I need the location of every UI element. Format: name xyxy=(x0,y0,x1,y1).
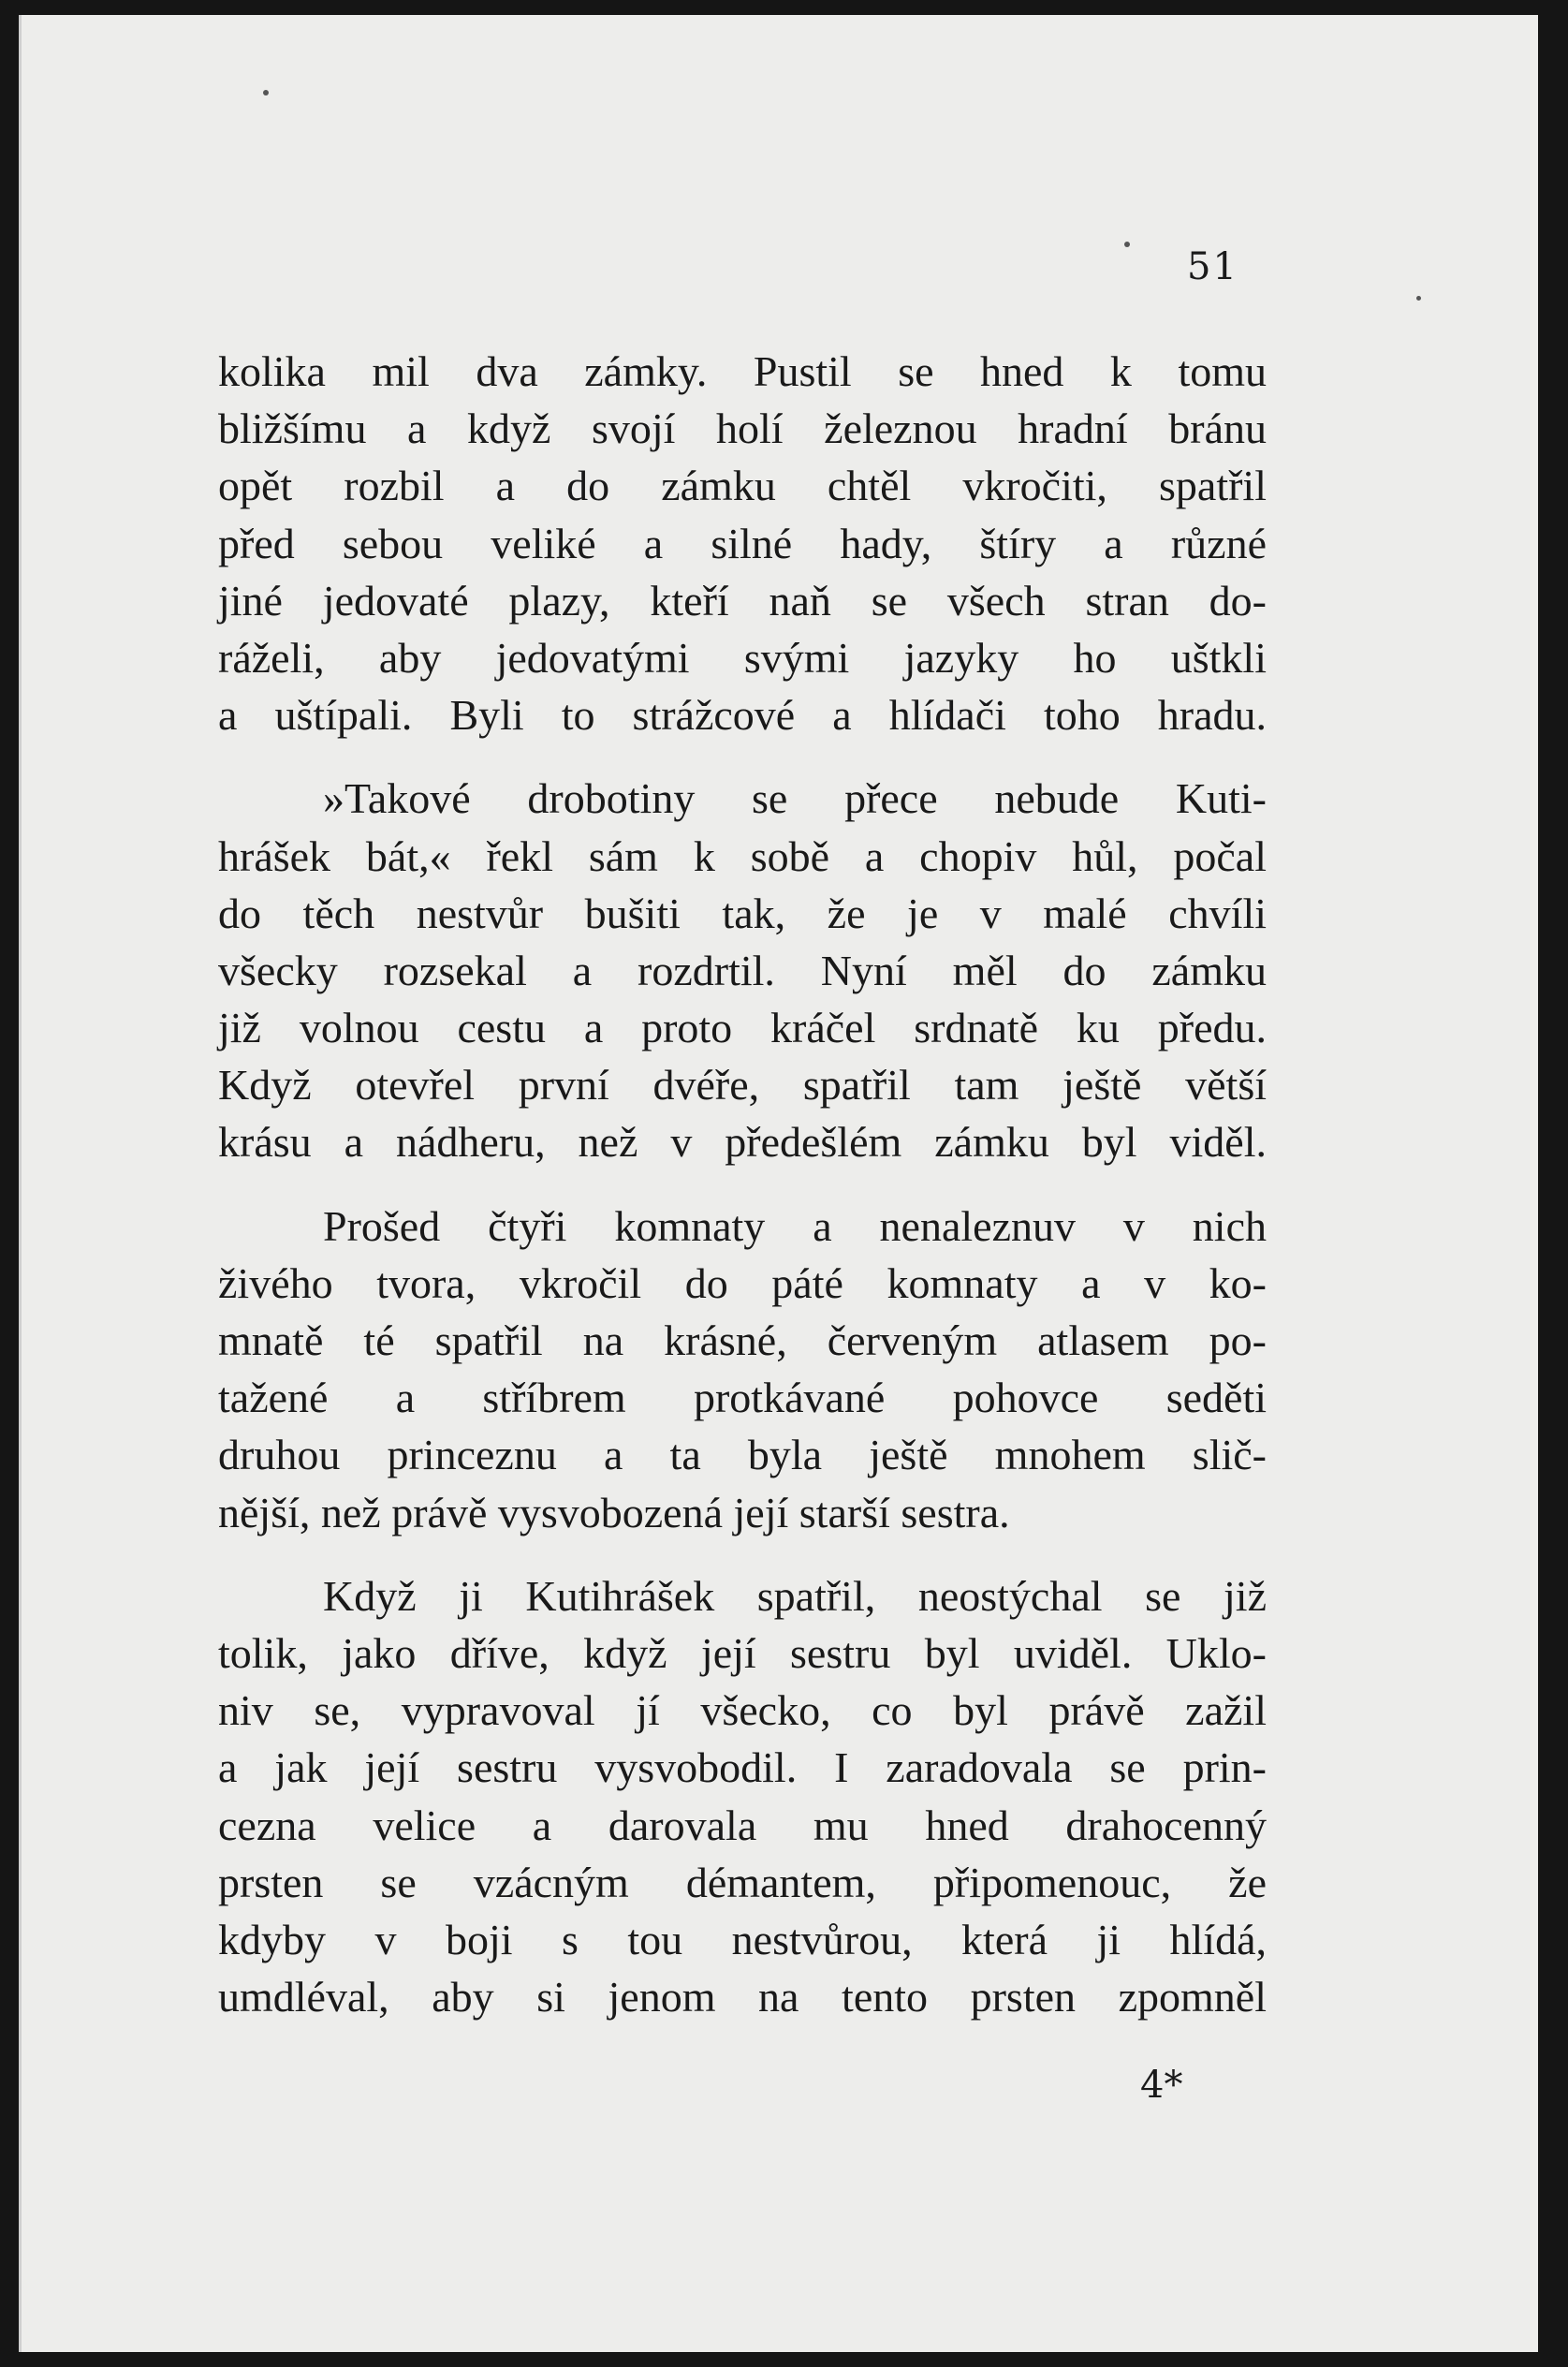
paragraph-3 xyxy=(218,1198,1267,1541)
page-number: 51 xyxy=(1187,245,1238,288)
text-line: všecky rozsekal a rozdrtil. Nyní měl do zámku xyxy=(218,946,1267,994)
text-line: kolika mil dva zámky. Pustil se hned k tomu xyxy=(218,347,1267,395)
text-line: již volnou cestu a proto kráčel srdnatě ku předu. xyxy=(218,1004,1267,1052)
text-line: Když otevřel první dvéře, spatřil tam ještě větší xyxy=(218,1061,1267,1110)
text-line: do těch nestvůr bušiti tak, že je v malé chvíli xyxy=(218,889,1267,937)
text-line: druhou princeznu a ta byla ještě mnohem slič- xyxy=(218,1431,1267,1479)
text-line: mnatě té spatřil na krásné, červeným atlasem po- xyxy=(218,1316,1267,1364)
text-line: »Takové drobotiny se přece nebude Kuti- xyxy=(323,774,1267,823)
paragraph-2 xyxy=(218,770,1267,1170)
text-line: před sebou veliké a silné hady, štíry a různé xyxy=(218,519,1267,567)
text-line: opět rozbil a do zámku chtěl vkročiti, spatřil xyxy=(218,462,1267,510)
dust-speck xyxy=(1124,242,1130,247)
text-line: jiné jedovaté plazy, kteří naň se všech stran do- xyxy=(218,576,1267,625)
paragraph-1 xyxy=(218,343,1267,743)
text-line: bližšímu a když svojí holí železnou hradní bránu xyxy=(218,404,1267,453)
text-line: Prošed čtyři komnaty a nenaleznuv v nich xyxy=(323,1201,1267,1250)
dust-speck xyxy=(1416,296,1421,301)
text-line: niv se, vypravoval jí všecko, co byl právě zažil xyxy=(218,1686,1267,1735)
text-line: umdléval, aby si jenom na tento prsten zpomněl xyxy=(218,1973,1267,2022)
text-line: ráželi, aby jedovatými svými jazyky ho uštkli xyxy=(218,633,1267,682)
text-line: živého tvora, vkročil do páté komnaty a v ko- xyxy=(218,1258,1267,1307)
body-text xyxy=(218,343,1267,2025)
text-line: a uštípali. Byli to strážcové a hlídači toho hradu. xyxy=(218,691,1267,740)
text-line: prsten se vzácným démantem, připomenouc, že xyxy=(218,1858,1267,1906)
text-line: Když ji Kutihrášek spatřil, neostýchal se již xyxy=(323,1571,1267,1620)
dust-speck xyxy=(263,90,269,96)
text-line: tolik, jako dříve, když její sestru byl uviděl. Uklo- xyxy=(218,1628,1267,1677)
paragraph-4 xyxy=(218,1567,1267,2026)
text-line: nější, než právě vysvobozená její starší sestra. xyxy=(218,1488,1010,1536)
text-line: a jak její sestru vysvobodil. I zaradovala se prin- xyxy=(218,1743,1267,1792)
text-line: hrášek bát,« řekl sám k sobě a chopiv hůl, počal xyxy=(218,831,1267,880)
signature-mark: 4* xyxy=(1140,2064,1183,2107)
text-line: krásu a nádheru, než v předešlém zámku byl viděl. xyxy=(218,1118,1267,1167)
text-line: tažené a stříbrem protkávané pohovce seděti xyxy=(218,1374,1267,1422)
text-line: cezna velice a darovala mu hned drahocenný xyxy=(218,1801,1267,1849)
text-line: kdyby v boji s tou nestvůrou, která ji hlídá, xyxy=(218,1915,1267,1963)
